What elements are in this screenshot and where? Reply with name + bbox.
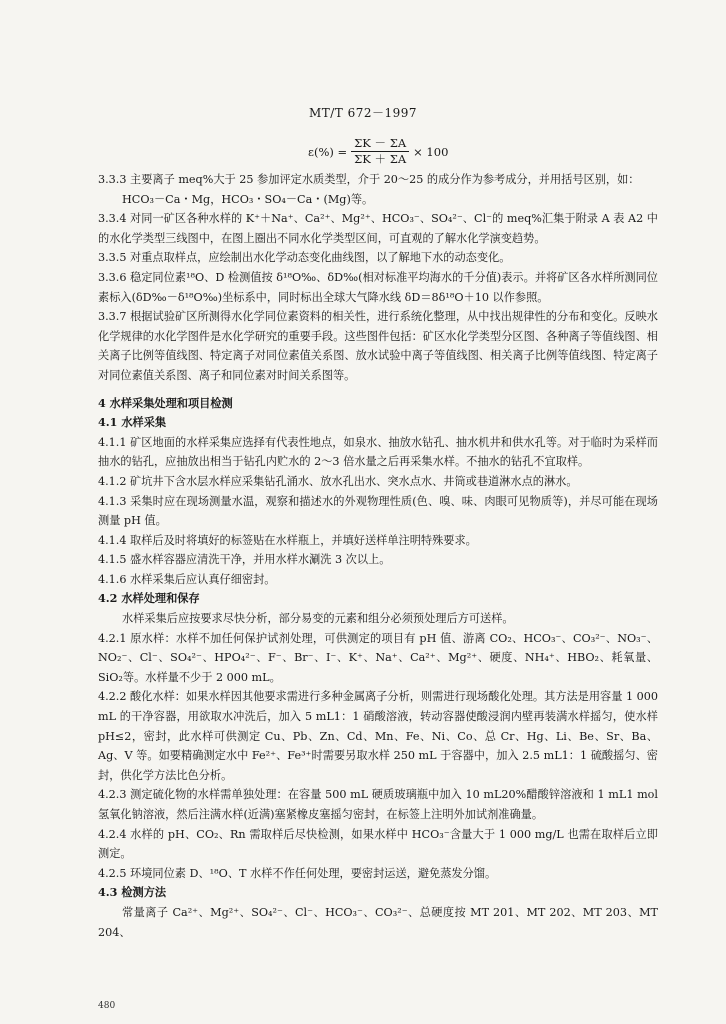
subsection-heading: 4.3 检测方法 [98,885,167,900]
paragraph: 4.1.6 水样采集后应认真仔细密封。 [98,572,276,586]
paragraph: 4.2.1 原水样：水样不加任何保护试剂处理，可供测定的项目有 pH 值、游离 CO₂、HCO₃⁻、CO₃²⁻、NO₃⁻、NO₂⁻、Cl⁻、SO₄²⁻、HPO₄²⁻、F⁻、Br⁻、I⁻、K⁺、Na⁺、Ca²⁺、Mg²⁺、硬度、NH₄⁺、HBO₂、耗氧量、SiO₂等。水样量不少于 2 000 mL。 [98,631,658,684]
ion-balance-formula [308,137,448,166]
subsection-heading: 4.1 水样采集 [98,415,167,430]
formula-denominator: ΣK ＋ ΣA [354,152,407,166]
formula-fraction [351,137,409,166]
paragraph: 3.3.4 对同一矿区各种水样的 K⁺＋Na⁺、Ca²⁺、Mg²⁺、HCO₃⁻、SO₄²⁻、Cl⁻的 meq%汇集于附录 A 表 A2 中的水化学类型三线图中，在图上圈出不同水化学类型区间，可直观的了解水化学演变趋势。 [98,212,658,245]
paragraph: 4.1.3 采集时应在现场测量水温，观察和描述水的外观物理性质(色、嗅、味、肉眼可见物质等)，并尽可能在现场测量 pH 值。 [98,494,658,528]
paragraph: 3.3.5 对重点取样点，应绘制出水化学动态变化曲线图，以了解地下水的动态变化。 [98,251,511,265]
formula-rhs: × 100 [413,144,449,159]
paragraph: 4.2.3 测定硫化物的水样需单独处理：在容量 500 mL 硬质玻璃瓶中加入 10 mL20%醋酸锌溶液和 1 mL1 mol氢氧化钠溶液，然后注满水样(近满)塞紧橡皮塞摇匀密封，在标签上注明外加试剂准确量。 [98,788,658,821]
paragraph: 4.1.1 矿区地面的水样采集应选择有代表性地点，如泉水、抽放水钻孔、抽水机井和供水孔等。对于临时为采样而抽水的钻孔，应抽放出相当于钻孔内贮水的 2～3 倍水量之后再采集水样。不抽水的钻孔不宜取样。 [98,435,658,469]
paragraph: 4.1.2 矿坑井下含水层水样应采集钻孔涌水、放水孔出水、突水点水、井筒或巷道淋水点的淋水。 [98,474,578,488]
page-number: 480 [98,1001,116,1011]
paragraph: 3.3.3 主要离子 meq%大于 25 参加评定水质类型，介于 20～25 的成分作为参考成分，并用括号区别，如： [98,173,640,186]
paragraph: 水样采集后应按要求尽快分析，部分易变的元素和组分必须预处理后方可送样。 [122,612,514,626]
section-heading: 4 水样采集处理和项目检测 [98,395,233,410]
formula-numerator: ΣK － ΣA [351,137,409,152]
paragraph: HCO₃－Ca・Mg，HCO₃・SO₄－Ca・(Mg)等。 [122,192,374,206]
paragraph: 4.1.5 盛水样容器应清洗干净，并用水样水涮洗 3 次以上。 [98,553,391,567]
body-text [98,170,658,942]
paragraph: 4.2.4 水样的 pH、CO₂、Rn 需取样后尽快检测，如果水样中 HCO₃⁻含量大于 1 000 mg/L 也需在取样后立即测定。 [98,827,658,861]
formula-lhs: ε(%) = [308,144,348,159]
paragraph: 常量离子 Ca²⁺、Mg²⁺、SO₄²⁻、Cl⁻、HCO₃⁻、CO₃²⁻、总硬度按 MT 201、MT 202、MT 203、MT 204、 [98,905,658,939]
paragraph: 3.3.7 根据试验矿区所测得水化学同位素资料的相关性，进行系统化整理，从中找出规律性的分布和变化。反映水化学规律的水化学图件是水化学研究的重要手段。这些图件包括：矿区水化学类型分区图、各种离子等值线图、相关离子比例等值线图、特定离子对同位素值关系图、放水试验中离子等值线图、相关离子比例等值线图、特定离子对同位素值关系图、离子和同位素对时间关系图等。 [98,310,658,382]
subsection-heading: 4.2 水样处理和保存 [98,591,200,606]
paragraph: 3.3.6 稳定同位素¹⁸O、D 检测值按 δ¹⁸O‰、δD‰(相对标准平均海水的千分值)表示。并将矿区各水样所测同位素标入(δD‰－δ¹⁸O‰)坐标系中，同时标出全球大气降水线 δD＝8δ¹⁸O＋10 以作参照。 [98,270,658,304]
paragraph: 4.2.2 酸化水样：如果水样因其他要求需进行多种金属离子分析，则需进行现场酸化处理。其方法是用容量 1 000 mL 的干净容器，用欲取水冲洗后，加入 5 mL1：1 硝酸溶液，转动容器使酸浸润内壁再装满水样摇匀，使水样 pH≤2，密封，此水样可供测定 Cu、Pb、Zn、Cd、Mn、Fe、Ni、Co、总 Cr、Hg、Li、Be、Sr、Ba、Ag、V 等。如要精确测定水中 Fe²⁺、Fe³⁺时需要另取水样 250 mL 于容器中，加入 2.5 mL1：1 硫酸摇匀、密封，供化学方法比色分析。 [98,690,658,782]
paragraph: 4.1.4 取样后及时将填好的标签贴在水样瓶上，并填好送样单注明特殊要求。 [98,533,477,547]
standard-header: MT/T 672－1997 [308,106,418,120]
paragraph: 4.2.5 环境同位素 D、¹⁸O、T 水样不作任何处理，要密封运送，避免蒸发分馏。 [98,866,497,880]
